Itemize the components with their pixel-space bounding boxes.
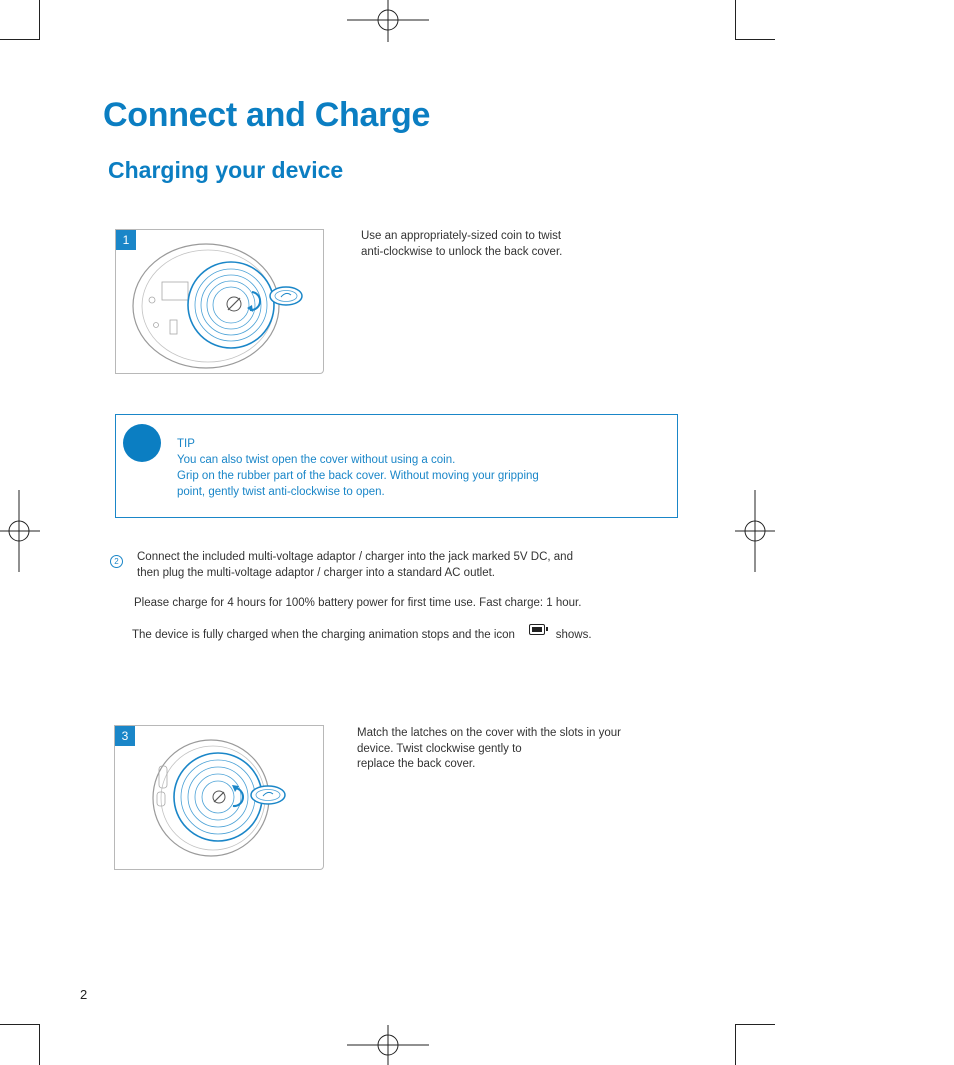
step-1-line-1: Use an appropriately-sized coin to twist [361,230,562,242]
coin-icon [249,783,287,807]
page-number: 2 [80,987,88,1002]
step-2-line-2: then plug the multi-voltage adaptor / charger into a standard AC outlet. [137,566,495,579]
step-3-line-3: replace the back cover. [357,758,476,770]
tip-line-2: Grip on the rubber part of the back cover. Without moving your gripping [177,470,539,482]
step-2-marker [110,551,123,569]
device-lock-illustration [115,726,323,869]
registration-mark-bottom [347,1025,429,1065]
registration-mark-top [347,0,429,42]
tip-circle-icon [123,424,161,462]
tip-text [177,436,539,500]
full-charge-note-end: shows. [555,629,592,641]
full-charge-note [132,624,592,644]
step-2-line-1: Connect the included multi-voltage adaptor / charger into the jack marked 5V DC, and [137,551,573,563]
step-3-line-1: Match the latches on the cover with the slots in your [357,727,621,739]
step-1-figure [115,229,324,374]
tip-label: TIP [177,438,195,450]
full-charge-note-start: The device is fully charged when the charging animation stops and the icon [132,629,515,641]
tip-line-1: You can also twist open the cover without using a coin. [177,454,456,466]
step-3-number: 3 [115,726,135,746]
step-1-text [361,229,621,260]
section-title: Charging your device [108,157,344,183]
registration-mark-right [735,490,775,572]
charge-time-note: Please charge for 4 hours for 100% battery power for first time use. Fast charge: 1 hour. [134,597,582,609]
step-3-figure [114,725,324,870]
step-2-number: 2 [110,555,123,568]
battery-full-icon [529,624,545,635]
step-1-line-2: anti-clockwise to unlock the back cover. [361,245,563,258]
coin-icon [268,284,304,308]
registration-mark-left [0,490,40,572]
tip-box [115,414,678,518]
step-2-text [137,550,617,581]
tip-line-3: point, gently twist anti-clockwise to open. [177,486,385,498]
page-title: Connect and Charge [103,96,431,134]
step-1-number: 1 [116,230,136,250]
step-3-text [357,726,657,773]
step-3-line-2: device. Twist clockwise gently to [357,742,522,755]
